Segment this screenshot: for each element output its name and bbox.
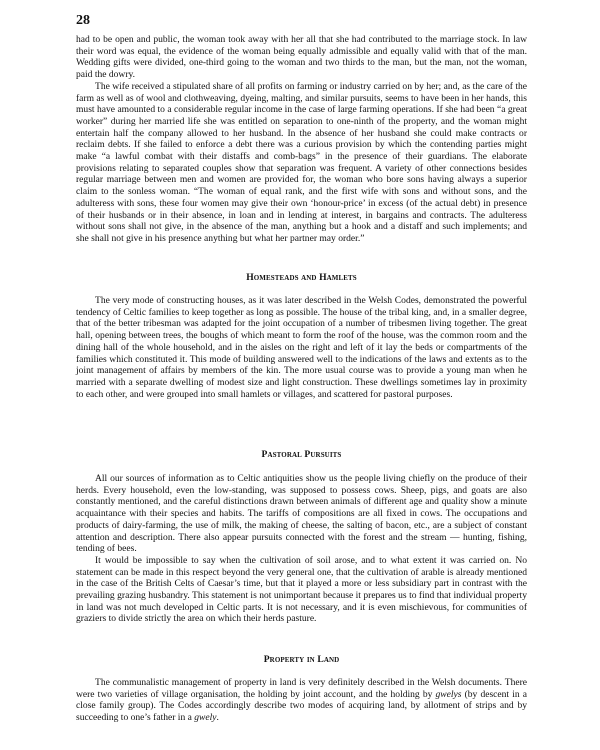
term-gwely: gwely [194, 712, 217, 724]
property-text-part-1: The communalistic management of property in land is very definitely described in the Welsh documents. There were two varieties of village organisation, the holding by joint account, and the holding by [76, 677, 527, 700]
property-section [76, 677, 527, 724]
heading-pastoral: Pastoral Pursuits [261, 449, 342, 460]
paragraph-marriage-stock: had to be open and public, the woman took away with her all that she had contributed to the marriage stock. In law their word was equal, the evidence of the woman being equally admissible and equally valid with that of the man. Wedding gifts were divided, one-third going to the woman and two thirds to the man, but the man, not the woman, paid the dowry. [76, 34, 527, 81]
paragraph-herds: All our sources of information as to Celtic antiquities show us the people living chiefly on the produce of their herds. Every household, even the low-standing, was supposed to possess cows. Sheep, pigs, and goats are also constantly mentioned, and the careful distinctions drawn between animals of different age and quality show a minute acquaintance with their species and habits. The tariffs of compositions are all fixed in cows. The occupations and products of dairy-farming, the use of milk, the making of cheese, the salting of bacon, etc., are a subject of constant attention and description. There also appear pursuits connected with the forest and the stream — hunting, fishing, tending of bees. [76, 473, 527, 555]
heading-homesteads: Homesteads and Hamlets [246, 272, 357, 283]
heading-property-in-land: Property in Land [263, 654, 340, 665]
paragraph-wife-share: The wife received a stipulated share of all profits on farming or industry carried on by her; and, as the care of the farm as well as of wool and clothweaving, dyeing, malting, and similar pursuits, seems to have been in her hands, this must have amounted to a considerable regular income in the case of large farming operations. If she had been “a great worker” during her married life she was entitled on separation to one-ninth of the property, and the woman might entertain half the company allowed to her husband. In the absence of her husband she could make contracts or reclaim debts. If she failed to enforce a debt there was a curious provision by which the contending parties might make “a lawful combat with their distaffs and comb-bags” in the presence of their guardians. The elaborate provisions relating to separated couples show that separation was frequent. A variety of other connections besides regular marriage between men and women are provided for, the woman who bore sons having always a superior claim to the sonless woman. “The woman of equal rank, and the first wife with sons and without sons, and the adulteress with sons, these four women may give their own ‘honour-price’ in excess (of the actual debt) in presence of their husbands or in their absence, in loan and in lending at interest, in bargains and contracts. The adulteress without sons shall not give, in the absence of the man, anything but a hook and a distaff and such implements; and she shall not give in his presence anything but what her partner may order.” [76, 80, 527, 244]
paragraph-communalistic-management [76, 677, 527, 724]
property-text-part-2: (by descent in a close family group). The Codes accordingly describe two modes of acquiring land, by allotment of strips and by succeeding to one’s father in a [76, 688, 527, 724]
page-number: 28 [76, 13, 90, 28]
pastoral-section [76, 473, 527, 625]
property-text-part-3: . [216, 712, 219, 724]
paragraph-house-construction: The very mode of constructing houses, as it was later described in the Welsh Codes, demonstrated the powerful tendency of Celtic families to keep together as long as possible. The house of the tribal king, and, in a smaller degree, that of the better tribesman was adapted for the joint occupation of a number of tribesmen living together. The great hall, opening between trees, the boughs of which meant to form the roof of the house, was the common room and the dining hall of the whole household, and in the aisles on the right and left of it lay the beds or compartments of the families which constituted it. This mode of building answered well to the indications of the laws and extents as to the joint management of affairs by members of the kin. The more usual course was to provide a young man when he married with a separate dwelling of modest size and light construction. These dwellings sometimes lay in proximity to each other, and were grouped into small hamlets or villages, and scattered for pastoral purposes. [76, 295, 527, 400]
paragraph-cultivation: It would be impossible to say when the cultivation of soil arose, and to what extent it was carried on. No statement can be made in this respect beyond the very general one, that the cultivation of arable is already mentioned in the case of the British Celts of Caesar’s time, but that it played a more or less subsidiary part in contrast with the prevailing grazing husbandry. This statement is not unimportant because it prepares us to find that individual property in land was not much developed in Celtic parts. It is not necessary, and it is even mischievous, for communities of graziers to divide strictly the area on which their herds pasture. [76, 554, 527, 625]
term-gwelys: gwelys [435, 688, 462, 700]
homesteads-section [76, 295, 527, 400]
opening-section [76, 34, 527, 245]
